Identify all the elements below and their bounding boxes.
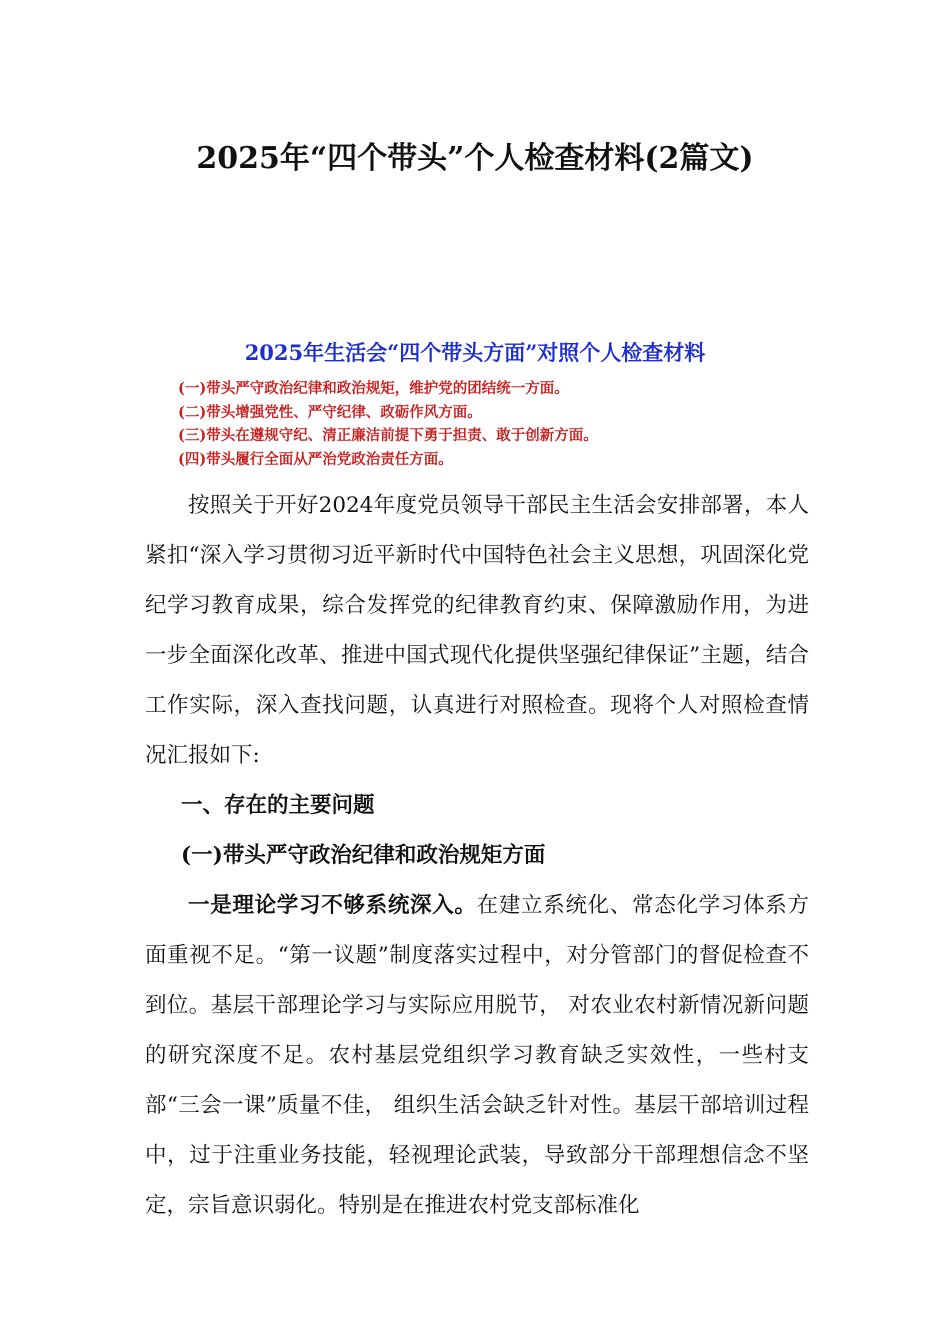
section-heading: 一、存在的主要问题 — [181, 793, 375, 818]
toc-list — [178, 377, 798, 471]
toc-item: (一)带头严守政治纪律和政治规矩，维护党的团结统一方面。 — [178, 380, 569, 397]
document-body — [145, 481, 809, 1231]
point-lead: 一是理论学习不够系统深入。 — [188, 893, 477, 918]
subsection-heading: (一)带头严守政治纪律和政治规矩方面 — [181, 843, 546, 868]
point-text: 在建立系统化、常态化学习体系方面重视不足。“第一议题”制度落实过程中，对分管部门的督促检查不到位。基层干部理论学习与实际应用脱节， 对农业农村新情况新问题的研究深度不足。农村基层党组织学习教育缺乏实效性，一些村支部“三会一课”质量不佳， 组织生活会缺乏针对性。基层干部培训过程中，过于注重业务技能，轻视理论武装，导致部分干部理想信念不坚定，宗旨意识弱化。特别是在推进农村党支部标准化 — [145, 893, 809, 1218]
document-title: 2025年“四个带头”个人检查材料(2篇文) — [196, 141, 754, 176]
toc-item: (四)带头履行全面从严治党政治责任方面。 — [178, 450, 453, 468]
intro-paragraph: 按照关于开好2024年度党员领导干部民主生活会安排部署，本人紧扣“深入学习贯彻习近平新时代中国特色社会主义思想，巩固深化党纪学习教育成果，综合发挥党的纪律教育约束、保障激励作用，为进一步全面深化改革、推进中国式现代化提供坚强纪律保证”主题，结合工作实际，深入查找问题，认真进行对照检查。现将个人对照检查情况汇报如下: — [145, 493, 809, 768]
point-paragraph — [145, 881, 809, 1231]
toc-item: (三)带头在遵规守纪、清正廉洁前提下勇于担责、敢于创新方面。 — [178, 427, 598, 444]
toc-item: (二)带头增强党性、严守纪律、政砺作风方面。 — [178, 403, 482, 421]
article-subtitle: 2025年生活会“四个带头方面”对照个人检查材料 — [244, 340, 706, 365]
